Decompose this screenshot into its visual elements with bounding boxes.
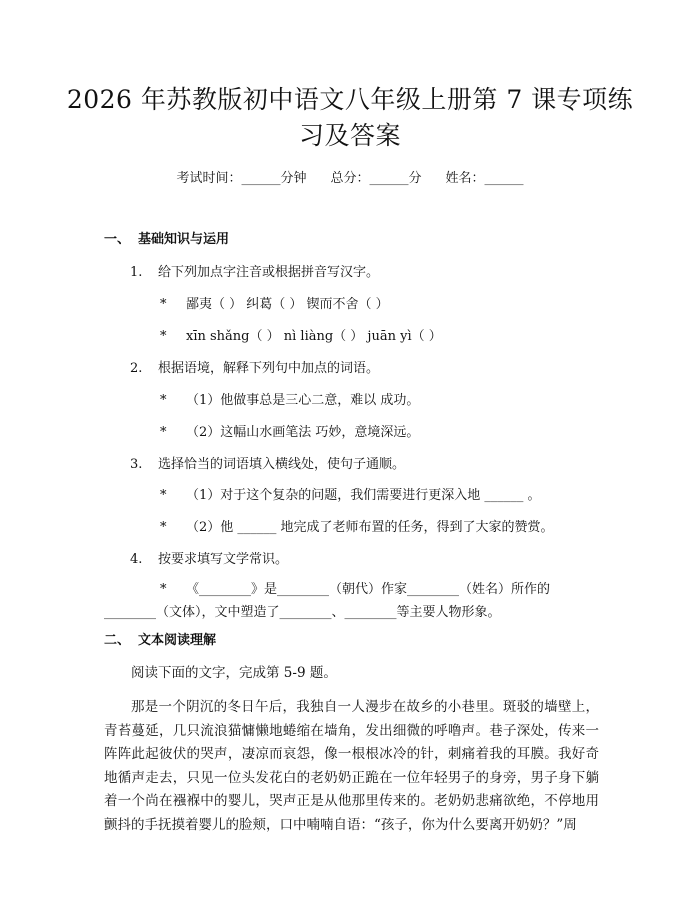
question-1 (130, 264, 379, 282)
list-item-text: （2）他 ______ 地完成了老师布置的任务，得到了大家的赞赏。 (186, 520, 554, 535)
question-text: 按要求填写文学常识。 (158, 552, 289, 567)
list-item (160, 328, 442, 346)
section-number: 二、 (104, 633, 131, 648)
student-name-field: 姓名：______ (445, 171, 524, 186)
exam-time-field: 考试时间：______分钟 (176, 171, 307, 186)
question-4 (130, 551, 288, 569)
total-score-field: 总分：______分 (330, 171, 422, 186)
list-item (160, 487, 541, 505)
exam-info-line (0, 170, 700, 188)
bullet-marker: * (160, 393, 167, 408)
list-item-text: 鄙夷（ ） 纠葛（ ） 锲而不舍（ ） (186, 297, 389, 312)
question-number: 1. (130, 265, 143, 280)
question-text: 选择恰当的词语填入横线处，使句子通顺。 (158, 457, 406, 472)
list-item (104, 578, 594, 624)
section-heading-2 (104, 632, 216, 650)
question-2 (130, 360, 379, 378)
bullet-marker: * (160, 329, 167, 344)
section-title: 文本阅读理解 (138, 633, 217, 648)
list-item (160, 392, 419, 410)
bullet-marker: * (160, 425, 167, 440)
question-3 (130, 456, 405, 474)
reading-intro: 阅读下面的文字，完成第 5-9 题。 (131, 665, 337, 681)
list-item (160, 296, 389, 314)
section-number: 一、 (104, 232, 131, 247)
reading-passage: 那是一个阴沉的冬日午后，我独自一人漫步在故乡的小巷里。斑驳的墙壁上，青苔蔓延，几只流浪猫慵懒地蜷缩在墙角，发出细微的呼噜声。巷子深处，传来一阵阵此起彼伏的哭声，凄凉而哀怨，像一根根冰冷的针，刺痛着我的耳膜。我好奇地循声走去，只见一位头发花白的老奶奶正跪在一位年轻男子的身旁，男子身下躺着一个尚在襁褓中的婴儿，哭声正是从他那里传来的。老奶奶悲痛欲绝，不停地用颤抖的手抚摸着婴儿的脸颊，口中喃喃自语：“孩子，你为什么要离开奶奶？”周 (104, 699, 599, 833)
list-item (160, 424, 419, 442)
question-number: 2. (130, 361, 143, 376)
list-item-text: （1）对于这个复杂的问题，我们需要进行更深入地 ______ 。 (186, 488, 541, 503)
list-item-text: xīn shǎng（ ） nì liàng（ ） juān yì（ ） (186, 329, 442, 344)
question-text: 根据语境，解释下列句中加点的词语。 (158, 361, 380, 376)
bullet-marker: * (160, 582, 167, 597)
question-number: 3. (130, 457, 143, 472)
section-title: 基础知识与运用 (138, 232, 230, 247)
section-heading-1 (104, 231, 229, 249)
bullet-marker: * (160, 488, 167, 503)
document-title: 2026 年苏教版初中语文八年级上册第 7 课专项练习及答案 (66, 85, 634, 150)
list-item-text: （1）他做事总是三心二意，难以 成功。 (186, 393, 420, 408)
list-item (160, 519, 554, 537)
bullet-marker: * (160, 520, 167, 535)
bullet-marker: * (160, 297, 167, 312)
question-text: 给下列加点字注音或根据拼音写汉字。 (158, 265, 380, 280)
list-item-text: 《________》是________（朝代）作家________（姓名）所作的________（文体），文中塑造了________、________等主要人物形象。 (104, 582, 551, 620)
question-number: 4. (130, 552, 143, 567)
list-item-text: （2）这幅山水画笔法 巧妙，意境深远。 (186, 425, 420, 440)
